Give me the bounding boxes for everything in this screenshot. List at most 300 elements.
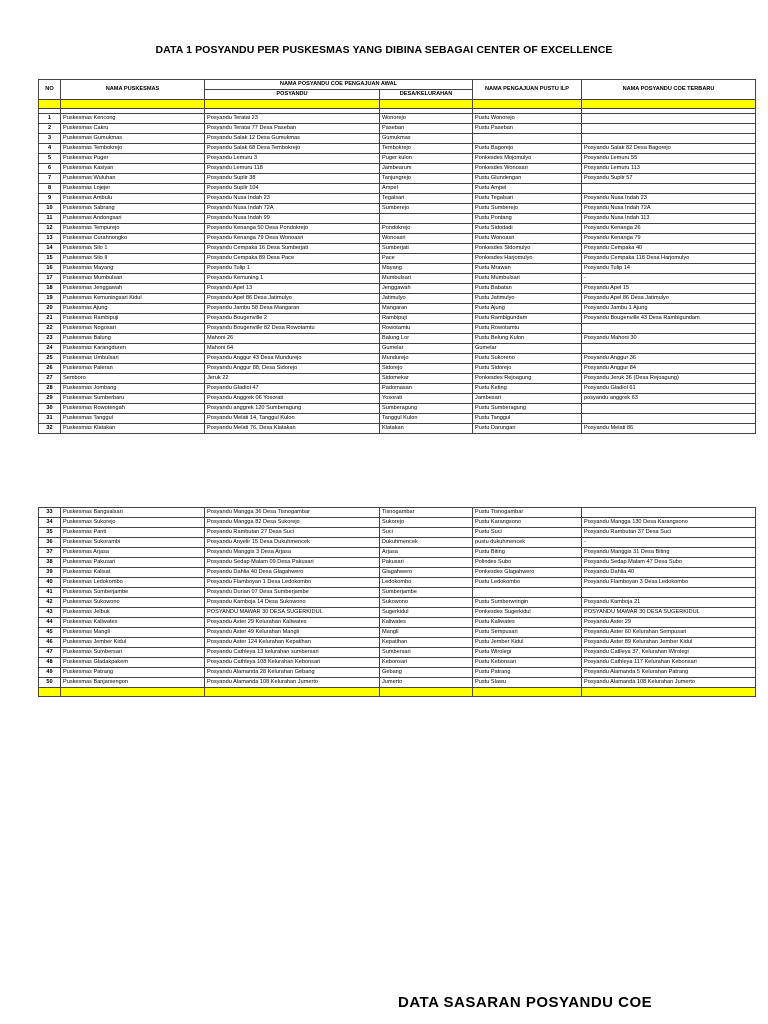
table-row <box>39 224 756 234</box>
table-row <box>39 578 756 588</box>
row-no: 30 <box>39 404 61 414</box>
table-row <box>39 548 756 558</box>
pustu-name <box>473 134 582 144</box>
puskesmas-name: Puskesmas Rambipuji <box>61 314 205 324</box>
coe-terbaru-name: Posyandu Sedap Malam 47 Desa Subo <box>582 558 756 568</box>
table-row <box>39 194 756 204</box>
table-row <box>39 214 756 224</box>
desa-name: Tisnogambar <box>380 508 473 518</box>
col-pustu-header: NAMA PENGAJUAN PUSTU ILP <box>473 80 582 100</box>
posyandu-name: Posyandu Cathleya 108 Kelurahan Kebonsari <box>205 658 380 668</box>
table-row <box>39 528 756 538</box>
posyandu-name: Posyandu Anggur 43 Desa Mundurejo <box>205 354 380 364</box>
puskesmas-name: Puskesmas Sumbersari <box>61 648 205 658</box>
row-no: 20 <box>39 304 61 314</box>
coe-terbaru-name: Posyandu Jeruk 36 (Desa Rejoagung) <box>582 374 756 384</box>
pustu-name: Pustu Patrang <box>473 668 582 678</box>
posyandu-name: Posyandu anggrek 120 Sumberagung <box>205 404 380 414</box>
desa-name: Padomasan <box>380 384 473 394</box>
pustu-name: Pustu Sumberejo <box>473 204 582 214</box>
coe-terbaru-name: Posyandu Mahoni 30 <box>582 334 756 344</box>
pustu-name: Pustu Tegalsari <box>473 194 582 204</box>
desa-name: Mangli <box>380 628 473 638</box>
puskesmas-name: Puskesmas Klatakan <box>61 424 205 434</box>
row-no: 3 <box>39 134 61 144</box>
table-row <box>39 678 756 688</box>
coe-terbaru-name: Posyandu Lemuru 113 <box>582 164 756 174</box>
puskesmas-name: Puskesmas Gladakpakem <box>61 658 205 668</box>
row-no: 21 <box>39 314 61 324</box>
coe-terbaru-name: Posyandu Anggur 36 <box>582 354 756 364</box>
pustu-name: Ponkesdes Harjomulyo <box>473 254 582 264</box>
posyandu-name: Jeruk 22 <box>205 374 380 384</box>
puskesmas-name: Puskesmas Balung <box>61 334 205 344</box>
posyandu-name: Posyandu Jambu 58 Desa Mangaran <box>205 304 380 314</box>
puskesmas-name: Puskesmas Sumberjambe <box>61 588 205 598</box>
posyandu-name: Mahoni 26 <box>205 334 380 344</box>
table-row <box>39 184 756 194</box>
coe-terbaru-name: Posyandu Kamboja 21 <box>582 598 756 608</box>
puskesmas-name: Puskesmas Rowotengah <box>61 404 205 414</box>
table-row <box>39 558 756 568</box>
posyandu-name: Posyandu Cempaka 16 Desa Sumberjati <box>205 244 380 254</box>
desa-name: Pace <box>380 254 473 264</box>
table-row <box>39 134 756 144</box>
coe-terbaru-name: Posyandu Aster 89 Kelurahan Jember Kidul <box>582 638 756 648</box>
table-row <box>39 284 756 294</box>
desa-name: Klatakan <box>380 424 473 434</box>
pustu-name: Pustu Darungan <box>473 424 582 434</box>
puskesmas-name: Puskesmas Umbulsari <box>61 354 205 364</box>
posyandu-name: Posyandu Kemuning 1 <box>205 274 380 284</box>
row-no: 1 <box>39 114 61 124</box>
coe-terbaru-name: POSYANDU MAWAR 30 DESA SUGERKIDUL <box>582 608 756 618</box>
pustu-name: Pustu Slawu <box>473 678 582 688</box>
puskesmas-name: Puskesmas Sukorambi <box>61 538 205 548</box>
posyandu-name: POSYANDU MAWAR 30 DESA SUGERKIDUL <box>205 608 380 618</box>
row-no: 39 <box>39 568 61 578</box>
row-no: 36 <box>39 538 61 548</box>
posyandu-name: Posyandu Lemuru 118 <box>205 164 380 174</box>
desa-name: Kepatihan <box>380 638 473 648</box>
desa-name: Gumelar <box>380 344 473 354</box>
coe-terbaru-name: Posyandu Nusa Indah 72A <box>582 204 756 214</box>
desa-name: Wonoasri <box>380 234 473 244</box>
table-row <box>39 304 756 314</box>
puskesmas-name: Puskesmas Jenggawah <box>61 284 205 294</box>
row-no: 24 <box>39 344 61 354</box>
coe-terbaru-name <box>582 344 756 354</box>
pustu-name: Pustu Sidodadi <box>473 224 582 234</box>
coe-terbaru-name: Posyandu Kenanga 26 <box>582 224 756 234</box>
pustu-name: Pustu Rowotamtu <box>473 324 582 334</box>
coe-terbaru-name <box>582 588 756 598</box>
coe-terbaru-name: Posyandu Manggis 31 Desa Biting <box>582 548 756 558</box>
posyandu-name: Posyandu Cathleya 13 kelurahan sumbersari <box>205 648 380 658</box>
coe-terbaru-name: Posyandu Cathleya 117 Kelurahan Kebonsari <box>582 658 756 668</box>
puskesmas-name: Puskesmas Silo 1 <box>61 244 205 254</box>
row-no: 14 <box>39 244 61 254</box>
coe-terbaru-name: Posyandu Apel 15 <box>582 284 756 294</box>
posyandu-name: Posyandu Manggis 3 Desa Arjasa <box>205 548 380 558</box>
desa-name: Yosorati <box>380 394 473 404</box>
pustu-name: Pustu Sidorejo <box>473 364 582 374</box>
posyandu-name: Posyandu Sedap Malam 09 Desa Pakusari <box>205 558 380 568</box>
table-row <box>39 518 756 528</box>
col-desa-header: DESA/KELURAHAN <box>380 90 473 100</box>
pustu-name: Pustu Bagorejo <box>473 144 582 154</box>
row-no: 10 <box>39 204 61 214</box>
table-row <box>39 424 756 434</box>
table-row <box>39 638 756 648</box>
posyandu-name: Posyandu Bougenville 82 Desa Rowotamtu <box>205 324 380 334</box>
table-row <box>39 324 756 334</box>
coe-terbaru-name: Posyandu Aster 60 Kelurahan Sempusari <box>582 628 756 638</box>
row-no: 13 <box>39 234 61 244</box>
coe-terbaru-name: - <box>582 274 756 284</box>
posyandu-name: Posyandu Suplir 38 <box>205 174 380 184</box>
table-row <box>39 344 756 354</box>
pustu-name: pustu dukuhmencek <box>473 538 582 548</box>
row-no: 27 <box>39 374 61 384</box>
pustu-name: Pustu Belung Kulon <box>473 334 582 344</box>
puskesmas-name: Puskesmas Lojejer <box>61 184 205 194</box>
desa-name: Tegalsari <box>380 194 473 204</box>
posyandu-name: Posyandu Nusa Indah 23 <box>205 194 380 204</box>
table-row <box>39 588 756 598</box>
pustu-name: Pustu Karangsono <box>473 518 582 528</box>
puskesmas-name: Puskesmas Ajung <box>61 304 205 314</box>
table-row <box>39 618 756 628</box>
desa-name: Sugerkidul <box>380 608 473 618</box>
row-no: 40 <box>39 578 61 588</box>
puskesmas-name: Puskesmas Karangduren <box>61 344 205 354</box>
pustu-name: Pustu Biting <box>473 548 582 558</box>
row-no: 42 <box>39 598 61 608</box>
desa-name: Sukorejo <box>380 518 473 528</box>
row-no: 43 <box>39 608 61 618</box>
desa-name: Pakusari <box>380 558 473 568</box>
pustu-name: Gumelar <box>473 344 582 354</box>
puskesmas-name: Puskesmas Ledokombo <box>61 578 205 588</box>
row-no: 23 <box>39 334 61 344</box>
pustu-name: Pustu Jatimulyo <box>473 294 582 304</box>
row-no: 46 <box>39 638 61 648</box>
pustu-name: Pustu Kebonsari <box>473 658 582 668</box>
posyandu-name: Posyandu Teratai 23 <box>205 114 380 124</box>
posyandu-name: Posyandu Anyelir 15 Desa Dukuhmencek <box>205 538 380 548</box>
row-no: 35 <box>39 528 61 538</box>
col-no-header: NO <box>39 80 61 100</box>
puskesmas-name: Puskesmas Sabrang <box>61 204 205 214</box>
puskesmas-name: Puskesmas Nogosari <box>61 324 205 334</box>
posyandu-name: Posyandu Nusa Indah 99 <box>205 214 380 224</box>
pustu-name: Pustu Sumberwringin <box>473 598 582 608</box>
posyandu-name: Posyandu Aster 124 Kelurahan Kepatihan <box>205 638 380 648</box>
pustu-name: Pustu Glundengan <box>473 174 582 184</box>
table-row <box>39 608 756 618</box>
row-no: 7 <box>39 174 61 184</box>
table-row <box>39 508 756 518</box>
posyandu-name: Posyandu Cempaka 89 Desa Pace <box>205 254 380 264</box>
puskesmas-name: Puskesmas Ambulu <box>61 194 205 204</box>
desa-name: Ledokombo <box>380 578 473 588</box>
posyandu-name: Posyandu Anggrek 06 Yosorati <box>205 394 380 404</box>
posyandu-name: Posyandu Aster 49 Kelurahan Mangli <box>205 628 380 638</box>
table-row <box>39 274 756 284</box>
row-no: 34 <box>39 518 61 528</box>
desa-name: Sumberjambe <box>380 588 473 598</box>
puskesmas-name: Puskesmas Mumbulsari <box>61 274 205 284</box>
posyandu-name: Posyandu Dahlia 40 Desa Glagahwero <box>205 568 380 578</box>
coe-terbaru-name: Posyandu Melati 86 <box>582 424 756 434</box>
coe-terbaru-name: Posyandu Kenanga 79 <box>582 234 756 244</box>
posyandu-name: Posyandu Kamboja 14 Desa Sukowono <box>205 598 380 608</box>
pustu-name: Pustu Wonorejo <box>473 114 582 124</box>
pustu-name: Pustu Paseban <box>473 124 582 134</box>
puskesmas-name: Puskesmas Pakusari <box>61 558 205 568</box>
table-row <box>39 204 756 214</box>
desa-name: Sumbersari <box>380 648 473 658</box>
table-row <box>39 648 756 658</box>
pustu-name: Pustu Wonoasri <box>473 234 582 244</box>
coe-terbaru-name <box>582 124 756 134</box>
coe-terbaru-name: Posyandu Aster 29 <box>582 618 756 628</box>
posyandu-name: Posyandu Melati 14, Tanggul Kulon <box>205 414 380 424</box>
coe-terbaru-name: Posyandu Nusa Indah 113 <box>582 214 756 224</box>
table-row <box>39 334 756 344</box>
coe-terbaru-name <box>582 414 756 424</box>
desa-name <box>380 214 473 224</box>
posyandu-name: Posyandu Suplir 104 <box>205 184 380 194</box>
desa-name: Gumukmas <box>380 134 473 144</box>
pustu-name: Pustu Ampel <box>473 184 582 194</box>
table-row <box>39 264 756 274</box>
posyandu-name: Posyandu Kenanga 79 Desa Wonoasri <box>205 234 380 244</box>
puskesmas-name: Puskesmas Silo II <box>61 254 205 264</box>
posyandu-name: Posyandu Mangga 36 Desa Tisnogambar <box>205 508 380 518</box>
desa-name: Sumberjati <box>380 244 473 254</box>
table-row <box>39 244 756 254</box>
col-posyandu-header: POSYANDU <box>205 90 380 100</box>
row-no: 25 <box>39 354 61 364</box>
table-row <box>39 598 756 608</box>
pustu-name: Polindes Subo <box>473 558 582 568</box>
coe-terbaru-name: Posyandu Alamanda 5 Kelurahan Patrang <box>582 668 756 678</box>
desa-name: Rowotamtu <box>380 324 473 334</box>
pustu-name: Pustu Sumberagung <box>473 404 582 414</box>
row-no: 31 <box>39 414 61 424</box>
footer-caption: DATA SASARAN POSYANDU COE <box>398 994 653 1011</box>
posyandu-name: Posyandu Rambutan 27 Desa Suci <box>205 528 380 538</box>
pustu-name: Jambesari <box>473 394 582 404</box>
desa-name: Glagahwero <box>380 568 473 578</box>
row-no: 45 <box>39 628 61 638</box>
row-no: 32 <box>39 424 61 434</box>
coe-terbaru-name <box>582 184 756 194</box>
coe-terbaru-name: Posyandu Nusa Indah 23 <box>582 194 756 204</box>
row-no: 5 <box>39 154 61 164</box>
coe-terbaru-name: Posyandu Dahlia 40 <box>582 568 756 578</box>
puskesmas-name: Puskesmas Curahnongko <box>61 234 205 244</box>
puskesmas-name: Puskesmas Mangli <box>61 628 205 638</box>
desa-name: Ampel <box>380 184 473 194</box>
posyandu-name: Posyandu Apel 86 Desa Jatimulyo <box>205 294 380 304</box>
page-title: DATA 1 POSYANDU PER PUSKESMAS YANG DIBINA SEBAGAI CENTER OF EXCELLENCE <box>155 44 613 56</box>
coe-terbaru-name: Posyandu Jambu 1 Ajung <box>582 304 756 314</box>
table-row <box>39 668 756 678</box>
desa-name: Dukuhmencek <box>380 538 473 548</box>
puskesmas-name: Puskesmas Cakru <box>61 124 205 134</box>
posyandu-name: Posyandu Aster 29 Kelurahan Kaliwates <box>205 618 380 628</box>
desa-name: Tembokrejo <box>380 144 473 154</box>
posyandu-name: Mahoni 64 <box>205 344 380 354</box>
puskesmas-name: Puskesmas Jember Kidul <box>61 638 205 648</box>
coe-terbaru-name: Posyandu Salak 82 Desa Bagorejo <box>582 144 756 154</box>
table-row <box>39 234 756 244</box>
puskesmas-name: Puskesmas Andongsari <box>61 214 205 224</box>
posyandu-name: Posyandu Nusa Indah 72A <box>205 204 380 214</box>
desa-name: Suci <box>380 528 473 538</box>
puskesmas-name: Puskesmas Banjarsengon <box>61 678 205 688</box>
pustu-name: Pustu Sempusari <box>473 628 582 638</box>
row-no: 9 <box>39 194 61 204</box>
pustu-name: Pustu Tanggul <box>473 414 582 424</box>
table-row <box>39 364 756 374</box>
table-row <box>39 144 756 154</box>
puskesmas-name: Puskesmas Sumberbaru <box>61 394 205 404</box>
pustu-name: Pustu Wirolegi <box>473 648 582 658</box>
pustu-name: Pustu Jember Kidul <box>473 638 582 648</box>
coe-terbaru-name: Posyandu Mangga 130 Desa Karangsono <box>582 518 756 528</box>
puskesmas-name: Puskesmas Sukorejo <box>61 518 205 528</box>
table-row <box>39 354 756 364</box>
pustu-name: Pustu Keting <box>473 384 582 394</box>
pustu-name <box>473 588 582 598</box>
pustu-name: Ponkesdes Rejoagung <box>473 374 582 384</box>
puskesmas-name: Puskesmas Arjasa <box>61 548 205 558</box>
desa-name: Pondokrejo <box>380 224 473 234</box>
row-no: 12 <box>39 224 61 234</box>
puskesmas-name: Puskesmas Bangsalsari <box>61 508 205 518</box>
desa-name: Jenggawah <box>380 284 473 294</box>
row-no: 38 <box>39 558 61 568</box>
posyandu-name: Posyandu Tulip 1 <box>205 264 380 274</box>
coe-terbaru-name: - <box>582 538 756 548</box>
coe-terbaru-name: Posyandu Rambutan 37 Desa Suci <box>582 528 756 538</box>
desa-name: Tanggul Kulon <box>380 414 473 424</box>
desa-name: Gebang <box>380 668 473 678</box>
coe-terbaru-name: posyandu anggrek 63 <box>582 394 756 404</box>
coe-terbaru-name: Posyandu Alamanda 108 Kelurahan Jumerto <box>582 678 756 688</box>
posyandu-name: Posyandu Kenanga 50 Desa Pondokrejo <box>205 224 380 234</box>
row-no: 44 <box>39 618 61 628</box>
puskesmas-name: Puskesmas Sukowono <box>61 598 205 608</box>
desa-name: Balung Lor <box>380 334 473 344</box>
row-no: 29 <box>39 394 61 404</box>
coe-terbaru-name <box>582 324 756 334</box>
row-no: 26 <box>39 364 61 374</box>
pustu-name: Ponkesdes Glagahwero <box>473 568 582 578</box>
pustu-name: Ponkesdes Mojomulyo <box>473 154 582 164</box>
coe-terbaru-name <box>582 134 756 144</box>
row-no: 37 <box>39 548 61 558</box>
row-no: 15 <box>39 254 61 264</box>
desa-name: Kebonsari <box>380 658 473 668</box>
col-puskesmas-header: NAMA PUSKESMAS <box>61 80 205 100</box>
posyandu-name: Posyandu Lemuru 3 <box>205 154 380 164</box>
desa-name: Mumbulsari <box>380 274 473 284</box>
pustu-name: Pustu Ajung <box>473 304 582 314</box>
desa-name: Arjasa <box>380 548 473 558</box>
desa-name: Kaliwates <box>380 618 473 628</box>
posyandu-name: Posyandu Alamanda 108 Kelurahan Jumerto <box>205 678 380 688</box>
table-row <box>39 254 756 264</box>
desa-name: Jumerto <box>380 678 473 688</box>
coe-terbaru-name: Posyandu Lemuru 55 <box>582 154 756 164</box>
desa-name: Tanjungrejo <box>380 174 473 184</box>
highlight-row <box>39 688 756 697</box>
coe-terbaru-name <box>582 404 756 414</box>
row-no: 33 <box>39 508 61 518</box>
row-no: 28 <box>39 384 61 394</box>
puskesmas-name: Puskesmas Paleran <box>61 364 205 374</box>
puskesmas-name: Semboro <box>61 374 205 384</box>
puskesmas-name: Puskesmas Patrang <box>61 668 205 678</box>
continuation-table <box>38 507 756 697</box>
puskesmas-name: Puskesmas Tempurejo <box>61 224 205 234</box>
puskesmas-name: Puskesmas Jelbuk <box>61 608 205 618</box>
desa-name: Jambearum <box>380 164 473 174</box>
coe-terbaru-name: Posyandu Gladiol 61 <box>582 384 756 394</box>
posyandu-name: Posyandu Durian 07 Desa Sumberjambe <box>205 588 380 598</box>
posyandu-name: Posyandu Melati 76, Desa Klatakan <box>205 424 380 434</box>
puskesmas-name: Puskesmas Kasiyan <box>61 164 205 174</box>
pustu-name: Pustu Mumbulsari <box>473 274 582 284</box>
coe-terbaru-name: Posyandu Anggur 84 <box>582 364 756 374</box>
pustu-name: Pustu Rambigundam <box>473 314 582 324</box>
row-no: 49 <box>39 668 61 678</box>
desa-name: Sidorejo <box>380 364 473 374</box>
table-row <box>39 164 756 174</box>
desa-name: Jatimulyo <box>380 294 473 304</box>
puskesmas-name: Puskesmas Kalisat <box>61 568 205 578</box>
desa-name: Puger kulon <box>380 154 473 164</box>
row-no: 8 <box>39 184 61 194</box>
puskesmas-name: Puskesmas Kaliwates <box>61 618 205 628</box>
pustu-name: Ponkesdes Sugerkidul <box>473 608 582 618</box>
posyandu-name: Posyandu Apel 13 <box>205 284 380 294</box>
row-no: 2 <box>39 124 61 134</box>
puskesmas-name: Puskesmas Kencong <box>61 114 205 124</box>
table-row <box>39 374 756 384</box>
coe-terbaru-name: Posyandu Cempaka 40 <box>582 244 756 254</box>
puskesmas-name: Puskesmas Panti <box>61 528 205 538</box>
posyandu-name: Posyandu Salak 68 Desa Tembokrejo <box>205 144 380 154</box>
desa-name: Wonorejo <box>380 114 473 124</box>
desa-name: Mayang <box>380 264 473 274</box>
row-no: 16 <box>39 264 61 274</box>
coe-terbaru-name: Posyandu Tulip 14 <box>582 264 756 274</box>
coe-terbaru-name: Posyandu Flamboyan 3 Desa Ledokombo <box>582 578 756 588</box>
puskesmas-name: Puskesmas Puger <box>61 154 205 164</box>
row-no: 47 <box>39 648 61 658</box>
puskesmas-name: Puskesmas Tanggul <box>61 414 205 424</box>
row-no: 50 <box>39 678 61 688</box>
row-no: 6 <box>39 164 61 174</box>
table-row <box>39 658 756 668</box>
puskesmas-name: Puskesmas Mayang <box>61 264 205 274</box>
